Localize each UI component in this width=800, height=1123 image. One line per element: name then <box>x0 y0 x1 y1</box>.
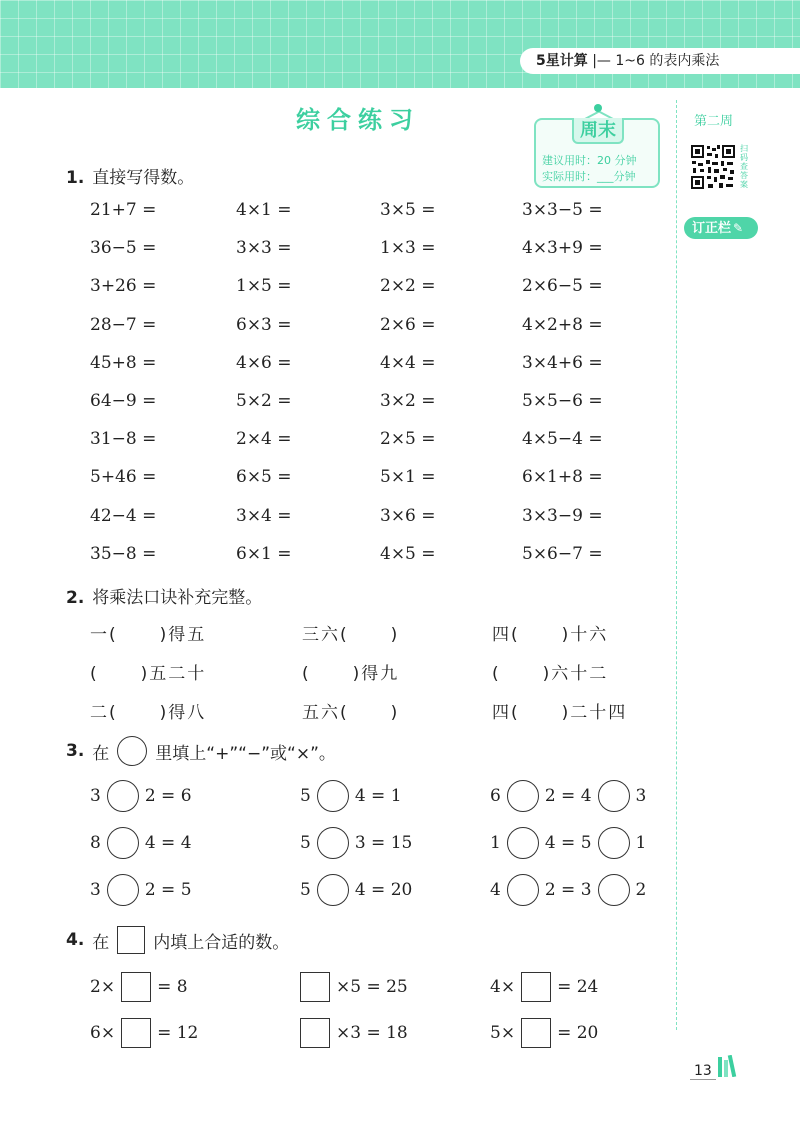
correction-label: 订正栏 <box>692 221 732 236</box>
qr-caption: 扫码查答案 <box>740 144 748 189</box>
equation: 5×5−6 = <box>522 391 603 411</box>
mnemonic-item <box>492 698 627 723</box>
mnemonic-item <box>492 620 608 645</box>
mnemonic-pre: 四( <box>492 625 520 645</box>
page-number: 13 <box>690 1063 716 1080</box>
section-1-heading <box>66 163 194 188</box>
equation: 3×6 = <box>380 505 436 526</box>
section-number: 2. <box>66 588 85 608</box>
equation: 42−4 = <box>90 505 157 526</box>
mnemonic-post: )得八 <box>159 703 207 723</box>
header-topic: 1~6 的表内乘法 <box>615 53 720 69</box>
equation: 21+7 = <box>90 200 157 220</box>
equation: 4×5−4 = <box>522 429 603 450</box>
equation: 45+8 = <box>90 352 157 373</box>
equation: 2×4 = <box>236 429 292 450</box>
equation: 3×4+6 = <box>522 352 603 373</box>
answer-box[interactable] <box>121 1018 151 1048</box>
section-title-pre: 在 <box>92 743 110 764</box>
mnemonic-item <box>90 698 206 723</box>
operand: 8 <box>90 833 101 853</box>
mnemonic-pre: ( <box>492 664 501 684</box>
equation: 4×4 = <box>380 352 436 373</box>
section-title-post: 里填上“+”“−”或“×”。 <box>155 743 336 764</box>
equation: 64−9 = <box>90 391 157 411</box>
mnemonic-pre: 五六( <box>302 703 349 723</box>
operand: 6 <box>490 786 501 806</box>
section-number: 3. <box>66 741 85 761</box>
mnemonic-item <box>492 659 608 684</box>
mnemonic-item <box>302 620 399 645</box>
equation-rest: 2 = 5 <box>144 880 192 900</box>
square-blank-icon <box>117 926 145 954</box>
operator-equation <box>490 780 646 812</box>
equation: 3×2 = <box>380 391 436 411</box>
equation-post: ×3 = 18 <box>336 1023 408 1043</box>
page-title: 综合练习 <box>296 106 420 134</box>
operator-equation <box>490 827 646 859</box>
answer-box[interactable] <box>521 972 551 1002</box>
operand: 5 <box>300 786 311 806</box>
operator-equation <box>300 874 412 906</box>
mnemonic-item <box>90 620 206 645</box>
equation-pre: 5× <box>490 1023 516 1043</box>
answer-box[interactable] <box>300 972 330 1002</box>
equation: 31−8 = <box>90 429 157 450</box>
equation: 36−5 = <box>90 238 157 259</box>
operand: 3 <box>90 880 101 900</box>
equation: 4×3+9 = <box>522 238 603 259</box>
equation: 4×2+8 = <box>522 314 603 335</box>
fill-box-equation <box>300 972 408 1002</box>
section-title: 将乘法口诀补充完整。 <box>92 588 263 608</box>
equation-mid: 4 = 5 <box>544 833 592 853</box>
section-title-pre: 在 <box>92 932 110 953</box>
mnemonic-post: )五二十 <box>140 664 207 684</box>
mnemonic-item <box>90 659 206 684</box>
operator-circle[interactable] <box>107 827 139 859</box>
header-band <box>0 0 800 88</box>
suggested-time: 建议用时：20 分钟 <box>542 154 637 167</box>
qr-code-icon[interactable] <box>690 144 736 190</box>
operator-circle[interactable] <box>317 874 349 906</box>
operator-circle[interactable] <box>598 827 630 859</box>
sidebar-divider <box>676 100 677 1030</box>
fill-box-equation <box>490 1018 598 1048</box>
equation: 5×6−7 = <box>522 543 603 564</box>
operand: 2 <box>635 880 647 900</box>
mnemonic-post: )二十四 <box>561 703 628 723</box>
circle-blank-icon <box>117 736 147 766</box>
operator-equation <box>90 780 192 812</box>
equation: 3+26 = <box>90 276 157 297</box>
answer-box[interactable] <box>521 1018 551 1048</box>
weekend-card <box>534 118 660 188</box>
header-separator: |— <box>592 53 611 69</box>
section-4-heading <box>66 926 289 954</box>
equation: 5×1 = <box>380 467 436 488</box>
section-title-post: 内填上合适的数。 <box>153 932 290 953</box>
operator-equation <box>300 827 412 859</box>
mnemonic-post: ) <box>390 625 400 645</box>
equation: 1×3 = <box>380 238 436 259</box>
fill-box-equation <box>300 1018 408 1048</box>
equation-rest: 4 = 4 <box>144 833 192 853</box>
week-label: 第二周 <box>694 114 734 129</box>
equation: 4×1 = <box>236 200 292 220</box>
operator-equation <box>490 874 646 906</box>
mnemonic-pre: 三六( <box>302 625 349 645</box>
equation: 2×6 = <box>380 314 436 335</box>
operator-equation <box>300 780 402 812</box>
section-title: 直接写得数。 <box>92 168 195 188</box>
operand: 5 <box>300 833 311 853</box>
equation: 6×3 = <box>236 314 292 335</box>
actual-time: 实际用时：___分钟 <box>542 170 636 183</box>
books-icon <box>710 1055 740 1077</box>
equation-post: = 24 <box>557 977 599 997</box>
correction-tag <box>684 217 758 239</box>
mnemonic-pre: ( <box>302 664 311 684</box>
mnemonic-post: )得五 <box>159 625 207 645</box>
equation: 2×2 = <box>380 276 436 297</box>
mnemonic-post: )得九 <box>352 664 400 684</box>
equation: 3×3−9 = <box>522 505 603 526</box>
equation: 2×6−5 = <box>522 276 603 297</box>
mnemonic-pre: 四( <box>492 703 520 723</box>
mnemonic-post: )六十二 <box>542 664 609 684</box>
equation: 4×5 = <box>380 543 436 564</box>
operator-circle[interactable] <box>107 874 139 906</box>
operator-circle[interactable] <box>317 827 349 859</box>
equation: 28−7 = <box>90 314 157 335</box>
section-number: 1. <box>66 168 85 188</box>
operator-equation <box>90 827 192 859</box>
mnemonic-item <box>302 659 399 684</box>
equation: 5×2 = <box>236 391 292 411</box>
equation: 6×1 = <box>236 543 292 564</box>
equation: 3×5 = <box>380 200 436 220</box>
answer-box[interactable] <box>121 972 151 1002</box>
header-label <box>520 48 800 74</box>
equation-post: = 8 <box>157 977 188 997</box>
equation: 3×3 = <box>236 238 292 259</box>
answer-box[interactable] <box>300 1018 330 1048</box>
equation: 2×5 = <box>380 429 436 450</box>
section-3-heading <box>66 736 336 766</box>
operator-circle[interactable] <box>507 780 539 812</box>
equation-pre: 2× <box>90 977 116 997</box>
operand: 1 <box>635 833 647 853</box>
equation: 3×3−5 = <box>522 200 603 220</box>
equation-pre: 4× <box>490 977 516 997</box>
mnemonic-post: )十六 <box>561 625 609 645</box>
card-pin <box>594 104 602 112</box>
equation: 1×5 = <box>236 276 292 297</box>
equation-rest: 4 = 1 <box>354 786 402 806</box>
fill-box-equation <box>90 972 188 1002</box>
weekend-tab: 周末 <box>572 118 624 144</box>
operand: 4 <box>490 880 501 900</box>
equation-post: = 12 <box>157 1023 199 1043</box>
equation: 3×4 = <box>236 505 292 526</box>
operand: 3 <box>90 786 101 806</box>
equation-rest: 2 = 6 <box>144 786 192 806</box>
equation: 6×5 = <box>236 467 292 488</box>
operator-circle[interactable] <box>107 780 139 812</box>
equation-mid: 2 = 3 <box>544 880 592 900</box>
operator-circle[interactable] <box>317 780 349 812</box>
mnemonic-pre: 一( <box>90 625 118 645</box>
operator-equation <box>90 874 192 906</box>
series-name: 5星计算 <box>536 53 588 69</box>
equation: 5+46 = <box>90 467 157 488</box>
mnemonic-pre: ( <box>90 664 99 684</box>
operator-circle[interactable] <box>507 874 539 906</box>
equation: 35−8 = <box>90 543 157 564</box>
equation-pre: 6× <box>90 1023 116 1043</box>
operator-circle[interactable] <box>598 874 630 906</box>
equation: 4×6 = <box>236 352 292 373</box>
operand: 5 <box>300 880 311 900</box>
section-2-heading <box>66 583 262 608</box>
section-number: 4. <box>66 930 85 950</box>
operator-circle[interactable] <box>507 827 539 859</box>
operand: 3 <box>635 786 647 806</box>
fill-box-equation <box>90 1018 198 1048</box>
fill-box-equation <box>490 972 598 1002</box>
equation-rest: 3 = 15 <box>354 833 413 853</box>
pencil-icon: ✎ <box>733 221 744 235</box>
mnemonic-item <box>302 698 399 723</box>
equation-rest: 4 = 20 <box>354 880 413 900</box>
equation-post: = 20 <box>557 1023 599 1043</box>
operator-circle[interactable] <box>598 780 630 812</box>
mnemonic-post: ) <box>390 703 400 723</box>
equation: 6×1+8 = <box>522 467 603 488</box>
equation-post: ×5 = 25 <box>336 977 408 997</box>
equation-mid: 2 = 4 <box>544 786 592 806</box>
operand: 1 <box>490 833 501 853</box>
mnemonic-pre: 二( <box>90 703 118 723</box>
